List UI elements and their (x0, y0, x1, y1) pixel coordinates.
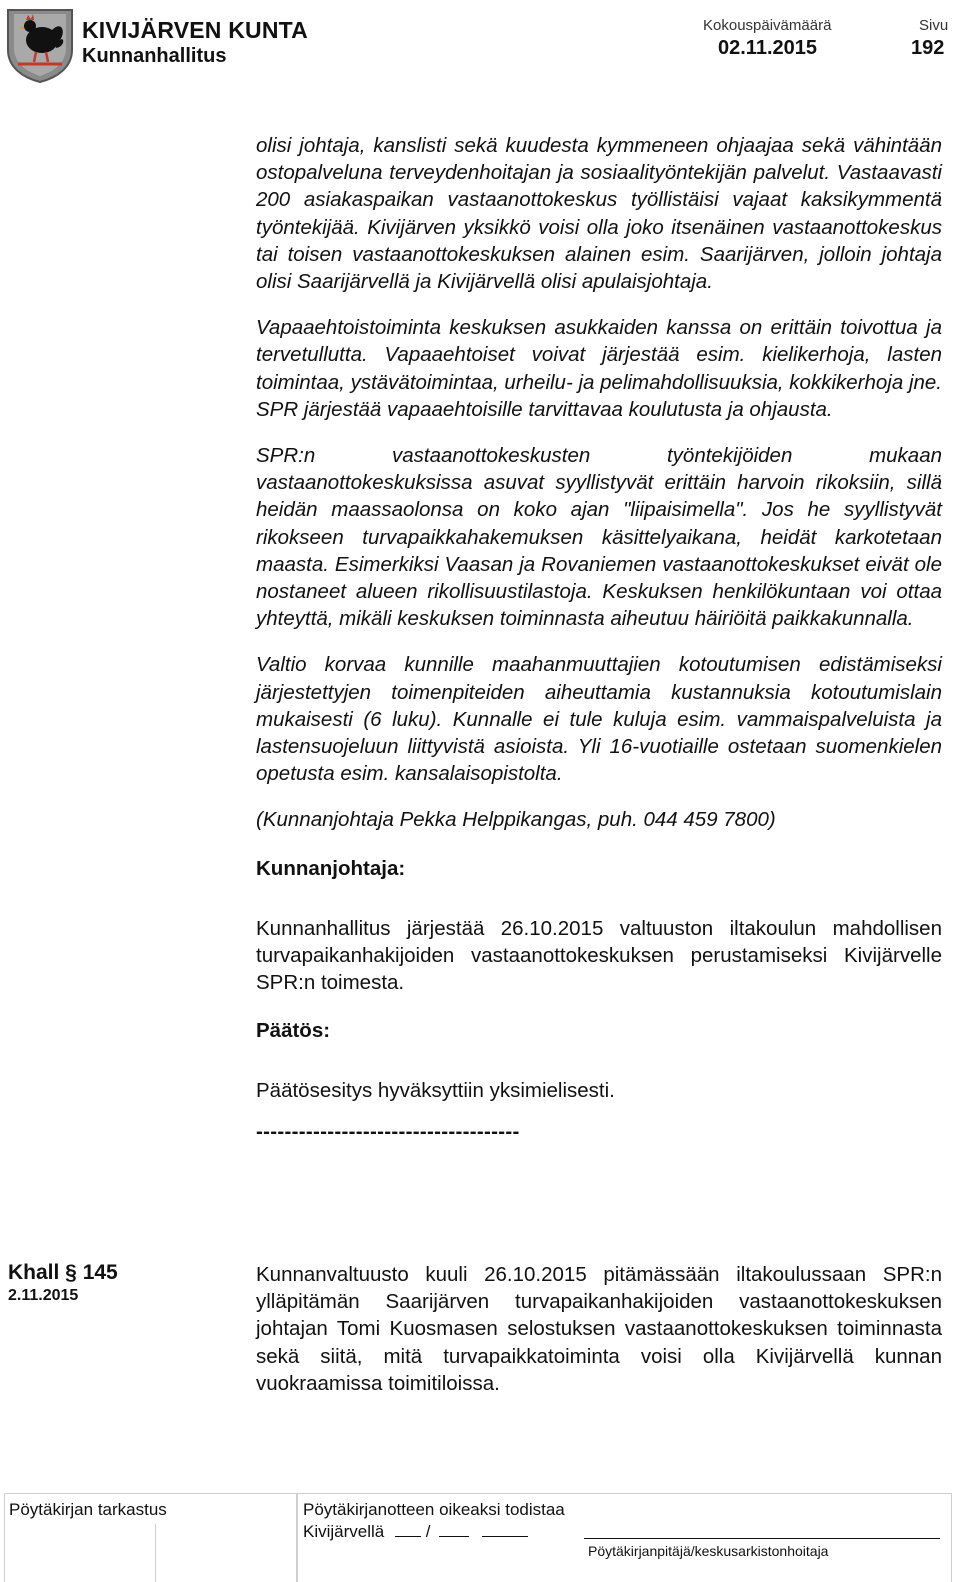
section-date: 2.11.2015 (8, 1287, 79, 1304)
heading-paatos: Päätös: (256, 1019, 331, 1043)
meeting-date-value: 02.11.2015 (718, 37, 817, 59)
coat-of-arms-icon (4, 6, 76, 84)
paragraph-crime: SPR:n vastaanottokeskusten työntekijöiden mukaan vastaanottokeskuksissa asuvat syyllistyvät erittäin harvoin rikoksiin, sillä heidän maassaolonsa on koko ajan "liipaisimella". Jos he syyllistyvät rikokseen turvapaikkahakemuksen käsittelyaikana, heidät karkotetaan maasta. Esimerkiksi Vaasan ja Rovaniemen vastaanottokeskukset eivät ole nostaneet alueen rikollisuustilastoja. Keskuksen henkilökuntaan voi ottaa yhteyttä, mikäli keskuksen toiminnasta aiheutuu häiriöitä paikkakunnalla. (256, 444, 942, 631)
section-title: Khall § 145 (8, 1261, 118, 1284)
certify-place-date (303, 1522, 528, 1542)
paragraph-volunteering: Vapaaehtoistoiminta keskuksen asukkaiden kanssa on erittäin toivottua ja tervetullutta. Vapaaehtoiset voivat järjestää esim. kielikerhoja, lasten toimintaa, ystävätoimintaa, urheilu- ja pelimahdollisuuksia, kokkikerhoja jne. SPR järjestää vapaaehtoisille tarvittavaa koulutusta ja ohjausta. (256, 316, 942, 421)
paragraph-section-145: Kunnanvaltuusto kuuli 26.10.2015 pitämässään iltakoulussaan SPR:n ylläpitämän Saarijärven turvapaikanhakijoiden vastaanottokeskuksen johtajan Tomi Kuosmasen selostuksen vastaanottokeskuksen toiminnasta sekä siitä, mitä turvapaikkatoiminta voisi olla Kivijärvellä kunnan vuokraamissa toimitiloissa. (256, 1263, 942, 1395)
year-blank (482, 1522, 528, 1537)
paragraph-costs: Valtio korvaa kunnille maahanmuuttajien kotoutumisen edistämiseksi järjestettyjen toimenpiteiden aiheuttamia kustannuksia kotoutumislain mukaisesti (6 luku). Kunnalle ei tule kuluja esim. vammaispalveluista ja lastensuojeluun liittyvistä asioista. Yli 16-vuotiaille ostetaan suomenkielen opetusta esim. kansalaisopistolta. (256, 653, 942, 786)
page-number-value: 192 (911, 37, 945, 59)
day-blank (395, 1522, 421, 1537)
organization-unit: Kunnanhallitus (82, 45, 227, 67)
paragraph-staffing: olisi johtaja, kanslisti sekä kuudesta kymmeneen ohjaajaa sekä vähintään ostopalveluna terveydenhoitajan ja sosiaalityöntekijän palvelut. Vastaavasti 200 asiakaspaikan vastaanottokeskus työllistäisi vajaat kaksikymmentä työntekijää. Kivijärven yksikkö voisi olla joko itsenäinen vastaanottokeskus tai toisen vastaanottokeskuksen alainen esim. Saarijärven, jolloin johtaja olisi Saarijärvellä ja Kivijärvellä olisi apulaisjohtaja. (256, 134, 942, 294)
page-number-label: Sivu (919, 17, 949, 34)
paragraph-proposal: Kunnanhallitus järjestää 26.10.2015 valtuuston iltakoulun mahdollisen turvapaikanhakijoiden vastaanottokeskuksen perustamiseksi Kivijärvelle SPR:n toimesta. (256, 916, 942, 995)
review-box-divider (155, 1524, 156, 1582)
certify-label: Pöytäkirjanotteen oikeaksi todistaa (303, 1500, 565, 1519)
section-divider: ------------------------------------- (256, 1120, 520, 1144)
heading-kunnanjohtaja: Kunnanjohtaja: (256, 856, 406, 880)
section-marker (8, 1261, 118, 1305)
certify-place: Kivijärvellä (303, 1522, 385, 1541)
document-body (256, 132, 942, 1145)
organization-name: KIVIJÄRVEN KUNTA (82, 17, 308, 43)
date-separator: / (425, 1522, 431, 1541)
page-header (0, 0, 960, 90)
signature-label: Pöytäkirjanpitäjä/keskusarkistonhoitaja (588, 1543, 829, 1559)
page-footer (0, 1493, 960, 1581)
meeting-date-label: Kokouspäivämäärä (703, 17, 832, 34)
review-label: Pöytäkirjan tarkastus (9, 1500, 167, 1519)
contact-line: (Kunnanjohtaja Pekka Helppikangas, puh. 044 459 7800) (256, 808, 776, 832)
signature-line (584, 1538, 940, 1539)
month-blank (439, 1522, 469, 1537)
paragraph-decision: Päätösesitys hyväksyttiin yksimielisesti. (256, 1079, 615, 1103)
